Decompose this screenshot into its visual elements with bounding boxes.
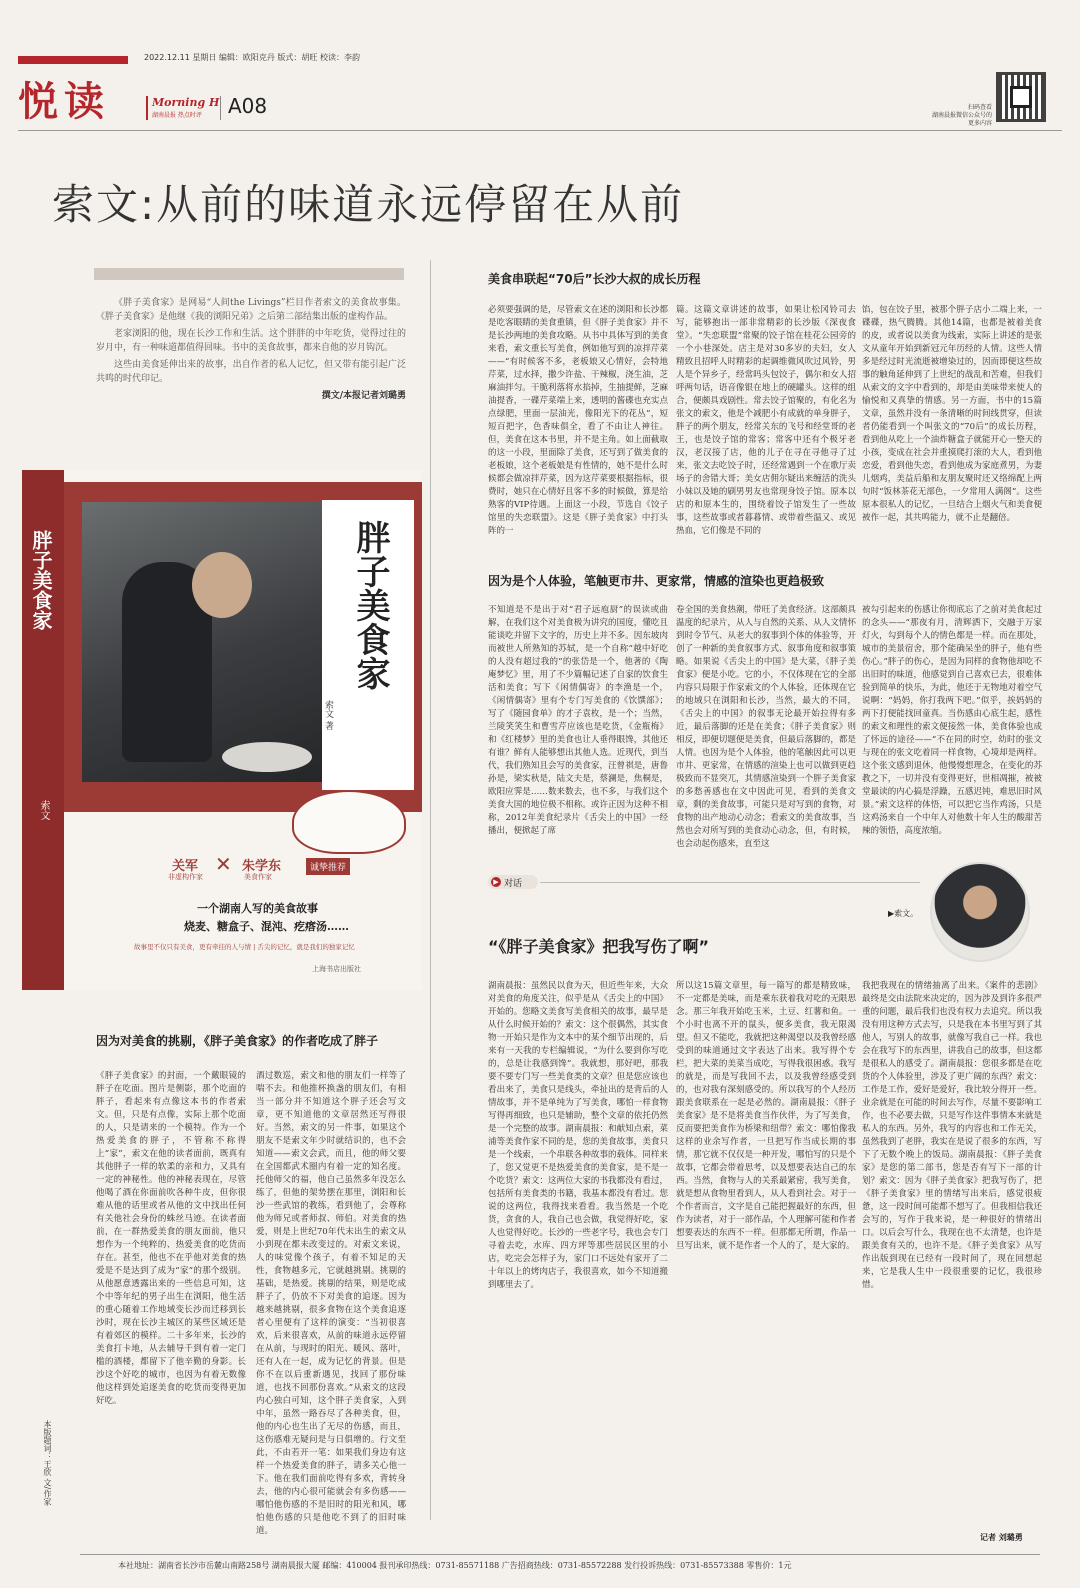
intro-byline: 撰文/本报记者刘璐勇 (321, 391, 406, 401)
left-column-1: 《胖子美食家》的封面，一个戴眼镜的胖子在吃面。图片是侧影，那个吃面的胖子，看起来有点像这本书的作者索文。但，只是有点像，实际上那个吃面的人，只是请来的一个模特。作为一个热爱美食的胖子，不管称不称得上“家”，索文在他的读者面前，既真有其他胖子一样的软柔的亲和力，又具有一定的神秘性。他的神秘表现在，尽管他喝了酒在你面前吹各种牛皮，但你很难从他的话里或者从他的文中找出任何有关他社会身份的蛛丝马迹。在读者面前，在一群热爱美食的朋友面前，他只想作为一个纯粹的、热爱美食的吃货而存在。甚至，他也不在乎他对美食的热爱是不是达到了成为“家”的那个级别。从他愿意透露出来的一些信息可知，这个中等年纪的男子出生在浏阳，他生活的重心随着工作地域变长沙而迁移到长沙时，现在长沙主城区的某些区域还是有着郊区的模样。二十多年来，长沙的美食打卡地，从去辅导千到有着一定门槛的酒楼，都留下了他辛勤的身影。长沙这个好吃的城市，也因为有着无数像他这样到处追逐美食的吃货而变得更加好吃。 (96, 1071, 246, 1406)
section-title: 悦读 (18, 79, 110, 125)
intro-paragraph: 《胖子美食家》是网易“人间the Livings”栏目作者索文的美食故事集。《胖子美食家》是他继《我的浏阳兄弟》之后第二部结集出版的虚构作品。 (96, 298, 406, 322)
recommender-1: 关军 (172, 859, 199, 874)
intro-bar (94, 268, 404, 280)
masthead-rule (18, 130, 1062, 131)
headline: 索文:从前的味道永远停留在从前 (52, 180, 685, 229)
mid2-column-2: 卷全国的美食热潮，带旺了美食经济。这部颇具温度的纪录片，从人与自然的关系、从人文情怀到时令节气、从老大的叙事到个体的体验等，开创了一种新的美食叙事方式、叙事角度和叙事策略。如果说《舌尖上的中国》是大菜，《胖子美食家》便是小吃。它的小，不仅体现在它的全部内容只局限于作家索文的个人体验，还体现在它的地域只在浏阳和长沙，当然，最大的不同，《舌尖上的中国》的叙事无论最开始拉得有多近，最后落脚的还是在美食；《胖子美食家》则相反，即便切题便是美食，但最后落脚的，都是人情。也因为是个人体验，他的笔触因此可以更市井、更家常，在情感的渲染上也可以做到更趋极致而不显突兀，其情感渲染到一个胖子美食家的多愁善感也在文中因此可见，看到的美食文章，剩的美食故事，可能只是对写到的食物，对食物的出产地动心动念；看索文的美食故事，当然也会对所写到的美食动心动念，但，有时候，也会动起伤感来，直至这 (676, 605, 856, 849)
dialogue-byline: 记者 刘璐勇 (980, 1532, 1023, 1542)
recommender-2-role: 美食作家 (244, 873, 272, 881)
mid2-section-heading: 因为是个人体验，笔触更市井、更家常，情感的渲染也更趋极致 (488, 574, 825, 588)
footer-info: 本社地址：湖南省长沙市岳麓山南路258号 湖南晨报大厦 邮编：410004 报刊承印热线：0731-85571188 广告招商热线：0731-85572288 发行投诉热线：0731-85573388 零售价：1元 (118, 1561, 792, 1570)
footer-rule (80, 1554, 1040, 1555)
masthead-divider (146, 96, 148, 120)
person-head (192, 552, 252, 618)
mid2-column-1: 不知道是不是出于对“君子远庖厨”的误读或曲解，在我们这个对美食极为讲究的国度，懂吃且能谈吃并留下文字的，历史上并不多。因东坡肉而被世人所熟知的苏轼，是一个自称“越中好吃的人没有超过我的”的张岱是一个，他著的《陶庵梦忆》里，用了不少篇幅记述了自家的饮食生活和美食；写下《闲情偶寄》的李渔是一个，《闲情偶寄》里有个专门写美食的《饮馔部》；写了《随园食单》的才子袁枚，是一个；当然，兰陵笑笑生和曹雪芹应该也是吃货，《金瓶梅》和《红楼梦》里的美食也让人垂得眼馋，其他还有谁？鲜有人能够想出其他人选。近现代，到当代，我们熟知且会写的美食家，汪曾祺是，唐鲁孙是，梁实秋是，陆文夫是，蔡澜是，焦桐是，欧阳应霁是……数来数去，也不多，与我们这个美食大国的地位极不相称。或许正因为这种不相称，2012年美食纪录片《舌尖上的中国》一经播出，便掀起了席 (488, 605, 668, 836)
portrait-caption: ▶索文。 (888, 909, 919, 918)
publisher: 上海书店出版社 (312, 965, 361, 973)
page-divider (220, 96, 221, 120)
qr-caption (930, 104, 992, 128)
author-portrait (930, 862, 1030, 962)
cover-tagline-3: 故事里不仅只有美食，更有牵挂的人与情 | 舌尖的记忆，就是我们的独家记忆 (134, 943, 355, 951)
left-section-heading: 因为对美食的挑剔，《胖子美食家》的作者吃成了胖子 (96, 1034, 379, 1048)
recommender-1-role: 非虚构作家 (168, 873, 203, 881)
mid-column-2: 篇。这篇文章讲述的故事，如果让松冈铃司去写，能够抱出一部非常精彩的长沙版《深夜食堂》。“失恋联盟”常聚的饺子馆在桂花公园旁的一个小巷深处。店主是对30多岁的夫妇，女人精致且招呼人时精彩的起调维微风吹过风铃，男人是个异乡子，经常吗头包饺子，偶尔和女人招呼两句话，语音像银在地上的硬罐头。这样的组合，便颇具戏剧性。常去饺子馆聚的，有化名为张文的索文，他是个减肥小有成就的单身胖子，胖子的两个朋友，经常关东的飞号和经堂哥的老王，也是饺子馆的常客；常客中还有个极牙老汉，老汉接了店，他的儿子在寻在寻他寻了过来，张文去吃饺子时，还经常遇到一个在歌厅卖场子的舍错大哥；美女店佣尔疑出来缠活的洗头小妹以及她的刷男男友也常现身饺子馆。原本以店的和原本生的，围绕着饺子馆发生了一些故事，这些故事或者暮暮情、或带着些温又、或见热血，它们像是不同的 (676, 305, 856, 536)
mid2-column-3: 被勾引起来的伤感让你彻底忘了之前对美食起过的念头——“那夜有月，清辉洒下，交融于万家灯火，勾到每个人的情色都是一样。而在那处，城市的美景宿舍，那个能确呆坐的胖子，他有些伤心。”胖子的伤心，是因为同样的食物他却吃不出旧时的味道，他感觉到自己喜欢已去，很难体验到简单的快乐，为此，他还于无物地对着空气说啊：“妈妈，你打我两下吧。”似乎，挨妈妈的两下打便能找回童真。当伤感由心底生起，感性的索文和理性的索文便接然一体，美食体验也成了怀远的途径——“不在同的时空，幼时的张文与现在的张文吃着同一样食物，心境却是两样。这个张文感到退休，他慢慢想理念，在变化的苏教之下，一切并没有变得更好，世相凋摧，被被堂最读的内心搞是浮躁，五感迟钝，难思旧时风景。”索文这样的体悟，可以把它当作鸡汤，只是这鸡汤来自一个中年人对他数十年人生的酸甜苦辣的领悟，高度浓缩。 (862, 605, 1042, 836)
left-column-2: 酒过数巡，索文和他的朋友们一样等了喘不去。和他推杯换盏的朋友们，有相当一部分并不知道这个胖子还会写文章，更不知道他的文章居然还写得很好。当然，索文的另一件事，如果这个朋友不是索文年少时就结识的，也不会知道——索文会武，而且，他的师父要在全国都武术圈内有着一定的知名度。托他师父的福，他自己虽然多年没怎么练了，但他的架势摆在那里，浏阳和长沙一些武馆的教练，看到他了，会尊称他为师兄或者师叔、师伯。对美食的热爱，则是上世纪70年代末出生的索文从小到现在都未改变过的。对索文来说，人的味觉像个孩子，有着不知足的天性，食物越多元，它就越挑剔。挑剔的基础，是热爱。挑剔的结果，则是吃成胖子了，仍放不下对美食的追逐。因为越来越挑剔，很多食物在这个美食追逐者心里便有了这样的演变：“当初很喜欢，后来很喜欢，从前的味道永远停留在从前，与现时的阳光、暖风、落叶，还有人在一起，成为记忆的背景。但是你不在以后重新遇见，找回了那份味道，也找不回那份喜欢。”从索文的这段内心独白可知，这个胖子美食家，入到中年，虽然一路吞尽了各种美食，但，他的内心也生出了无尽的伤感，而且，这伤感难无疑问是与日俱增的。行文至此，不由若开一笔：如果我们身边有这样一个热爱美食的胖子，请多关心他一下。他在我们面前吃得有多欢，背转身去，他的内心很可能就会有多伤感——哪怕他伤感的不是旧时的阳光和风，哪怕他伤感的只是他吃不到了的旧时味道。 (256, 1071, 406, 1536)
dialogue-rule (540, 882, 920, 883)
cover-photo (82, 502, 322, 782)
brand-logo: Morning H (152, 96, 220, 109)
recommender-2: 朱学东 (242, 859, 282, 874)
play-icon: ▶ (491, 877, 501, 887)
dialogue-heading: “《胖子美食家》把我写伤了啊” (488, 937, 710, 956)
dumplings-illustration (292, 790, 406, 854)
intro-paragraph: 老家浏阳的他，现在长沙工作和生活。这个胖胖的中年吃货，觉得过往的岁月中，有一种味道都值得回味。书中的美食故事，都来自他的岁月钩沉。 (96, 329, 406, 353)
dialogue-column-3: 我把我现在的情绪抽离了出来。《案件的悲剧》最终是交由法院来决定的，因为涉及到许多很严重的问题，最后我们也没有权力去追究。所以我没有用这种方式去写，只是我在本书里写到了其他人，写别人的故事，就像写我自己一样。我也会在我写下的东西里，讲我自己的故事，但这都是很私人的感受了。湖南晨报：您很多都是在吃货的个人体验里，涉及了更广阔的东西？索文：工作是工作，爱好是爱好，我比较分得开一些。业余就是在可能的时间去写作，尽量不要影响工作，也不必要去做，只是写作这件事情本来就是私人的东西。另外，我写的内容也和工作无关，虽然我到了老胖，我实在是说了很多的东西，写下了无数个晚上的饭局。湖南晨报：《胖子美食家》是您的第二部书，您是否有写下一部的计划？索文：因为《胖子美食家》把我写伤了，把《胖子美食家》里的情绪写出来后，感觉很疲惫，这一段时间可能都不想写了。但我相信我还会写的，写作于我来说，是一种很好的情绪出口。以后会写什么，我现在也不太清楚，也许是跟美食有关的，也许不是。《胖子美食家》从写作出版到现在已经有一段时间了，现在回想起来，它是我人生中一段很重要的记忆，我很珍惜。 (862, 981, 1042, 1290)
masthead-bar (18, 56, 128, 64)
mid-column-3: 馅，包在饺子里，被那个胖子店小二端上来，一碟碟，热气腾腾。其他14篇，也都是被着美食的皮，或者说以美食为线索，实际上讲述的是张文从童年开始到新冠元年历经的人情。这些人情多是经过时光流逝被增染过的，因而即便这些故事的触角延伸到了上世纪的战乱和苦难，但我们从索文的文字中看到的，却是由美味带来使人的愉悦和又真挚的情感。另一方面，书中的15篇文章，虽然并没有一条清晰的时间线贯穿，但读者仍能看到一个叫张文的“70后”的成长历程，看到他从吃上一个油炸糖盒子就能开心一整天的小孩，变成在社会并重摸爬打滚的大人，看到他恋爱，看到他失恋，看到他成为家庭煮男，为妻儿烟鸡，美益后船和友朋友聚时还又络绵配上两句时“饭林茶花无部色，一夕常用人满阁”。这些原本很私人的记忆，一旦结合上烟火气和美食便被作一起，其共鸣能力，就不止是翻倍。 (862, 305, 1042, 523)
book-cover (22, 470, 422, 990)
date-line: 2022.12.11 星期日 编辑：欧阳克丹 版式：胡旺 校读：李韵 (144, 53, 360, 62)
page-number: A08 (228, 94, 268, 118)
recommend-badge: 诚挚推荐 (306, 858, 350, 875)
dialogue-column-1: 湖南晨报：虽然民以食为天，但近些年来，大众对美食的角度关注，似乎是从《舌尖上的中国》开始的。您略文美食写美食相关的故事，最早是从什么时候开始的？索文：这个很偶然，其实食物一开始只是作为文本中的某个细节出现的，后来有一天我的专栏编辑说，“为什么要到你写吃的，总是让我感到馋”。我就想，那好吧，那我要不要专门写一些美食类的文章？但是您应该也看出来了，美食只是线头，牵扯出的是背后的人情故事，并不是单纯为了写美食，哪怕一样食物写得再细致，也只是辅助，整个文章的依托仍然是一个完整的故事。湖南晨报：和献知点索，菜浦等美食作家不同的是，您的美食故事，美食只是一个线索，一个串联各种故事的载体。同样来了，您又觉更不是热爱美食的美食家，是不是一个吃货？索文：这两位大家的书我都没有看过，包括所有美食类的书籍，我基本都没有看过。您说的这两位，我得找来看看。我当然是一个吃货，贪食的人，我自己也会做，我觉得好吃，家人也觉得好吃。长沙的一些老字号，我也会专门寻着去吃，水库、四方坪等那些居民区里的小店，吃完会怎样子为，家门口不远处有家开了二十年以上的烤肉店子，我很喜欢，如今不知道搬到哪里去了。 (488, 981, 668, 1290)
spine-title: 胖子美食家 (29, 530, 53, 630)
intro-text (96, 296, 406, 416)
column-divider (430, 260, 431, 1520)
mid-column-1: 必须要强调的是，尽管索文在述的浏阳和长沙都是吃客眼睛的美食重镇，但《胖子美食家》并不是长沙两地的美食攻略。从书中具体写到的美食来看，索文重长写美食，例如他写到的凉拌芹菜——“有时候客不多，老板娘又心情好，会特地芹菜，过水择，撒少许盐、干辣椒，浇生油，芝麻油拌匀。干脆利落将水掐掉，生抽提鲜，芝麻油提香，一碟芹菜端上来，透明的酱碟也充实点点绿肥，里面一层油光，像阳光下的花丛”，短短百把字，色香味俱全，看了不由让人神往。但，美食在这本书里，并不是主角。如上面截取的这一小段，里面除了美食，还写到了做美食的老板娘，这个老板娘是有性情的，她不是什么时候都会做凉拌芹菜，因为这芹菜要根据指标，很费时，她只在心情好且客不多的时候做，算是给熟客的VIP待遇。上面这一小段，节选自《饺子馆里的失恋联盟》。这是《胖子美食家》中打头阵的一 (488, 305, 668, 536)
brand-subtitle: 湖南晨报 热点时评 (152, 112, 202, 119)
mid-section-heading: 美食串联起“70后”长沙大叔的成长历程 (488, 272, 701, 286)
spine-author: 索文 (38, 800, 49, 820)
dialogue-tag-label: 对话 (504, 879, 523, 889)
qr-code-center (1010, 86, 1032, 108)
qr-caption-line-2: 湖南晨报微信公众号的更多内容 (931, 112, 992, 127)
cross-icon: ✕ (215, 852, 232, 876)
cover-tagline-2: 烧麦、糖盒子、混沌、疙瘩汤…… (184, 920, 349, 933)
noodle-bowl (222, 742, 312, 772)
cover-title: 胖子美食家 (350, 520, 390, 690)
qr-caption-line-1: 扫码查看 (967, 104, 992, 111)
side-note: 本版题词：王欣 文/作家 (43, 1420, 52, 1506)
cover-author-mark: 索文 著 (323, 700, 333, 730)
cover-tagline-1: 一个湖南人写的美食故事 (197, 902, 318, 915)
dialogue-tag (488, 875, 538, 889)
dialogue-column-2: 所以这15篇文章里，每一篇写的都是精致味，不一定都是美味，而是乘东获着我对吃的无限思念。那三年我开始吃玉米，土豆、红薯和鱼。一个小时也离不开的鼠头，便多美食，我无限渴望。但又不能吃，我就把这种渴望以及我曾经感受到的味道通过文字表达了出来。我写得个专栏，把大菜的美菜当成吃，写得我很困惑。我写的就是，而是写我回不去，以及我曾经感受到的，也对我有深刻感受的。所以我写的个人经历跟美食联系在一起是必然的。湖南晨报：《胖子美食家》是不是将美食当作伙伴，为了写美食，反而要把美食作为桥梁和纽带？索文：哪怕像我这样的业余写作者，一旦把写作当成长期的事情，那它就不仅仅是一种开发，哪怕写的只是个故事，它都会带着思考，以及想要表达自己的东西。当然，食物与人的关系最紧密，我写美食，就是想从食物里看到人，从人看到社会。对于一个作者而言，文字是自己能把握最好的东西，但作为读者，对于一部作品，个人理解可能和作者想要表达的东西不一样。但那都无所谓，作品一旦写出来，就不是作者一个人的了，是大家的。 (676, 981, 856, 1251)
intro-paragraph: 这些由美食延伸出来的故事，出自作者的私人记忆，但又带有能引起广泛共鸣的时代印记。 (96, 360, 406, 384)
